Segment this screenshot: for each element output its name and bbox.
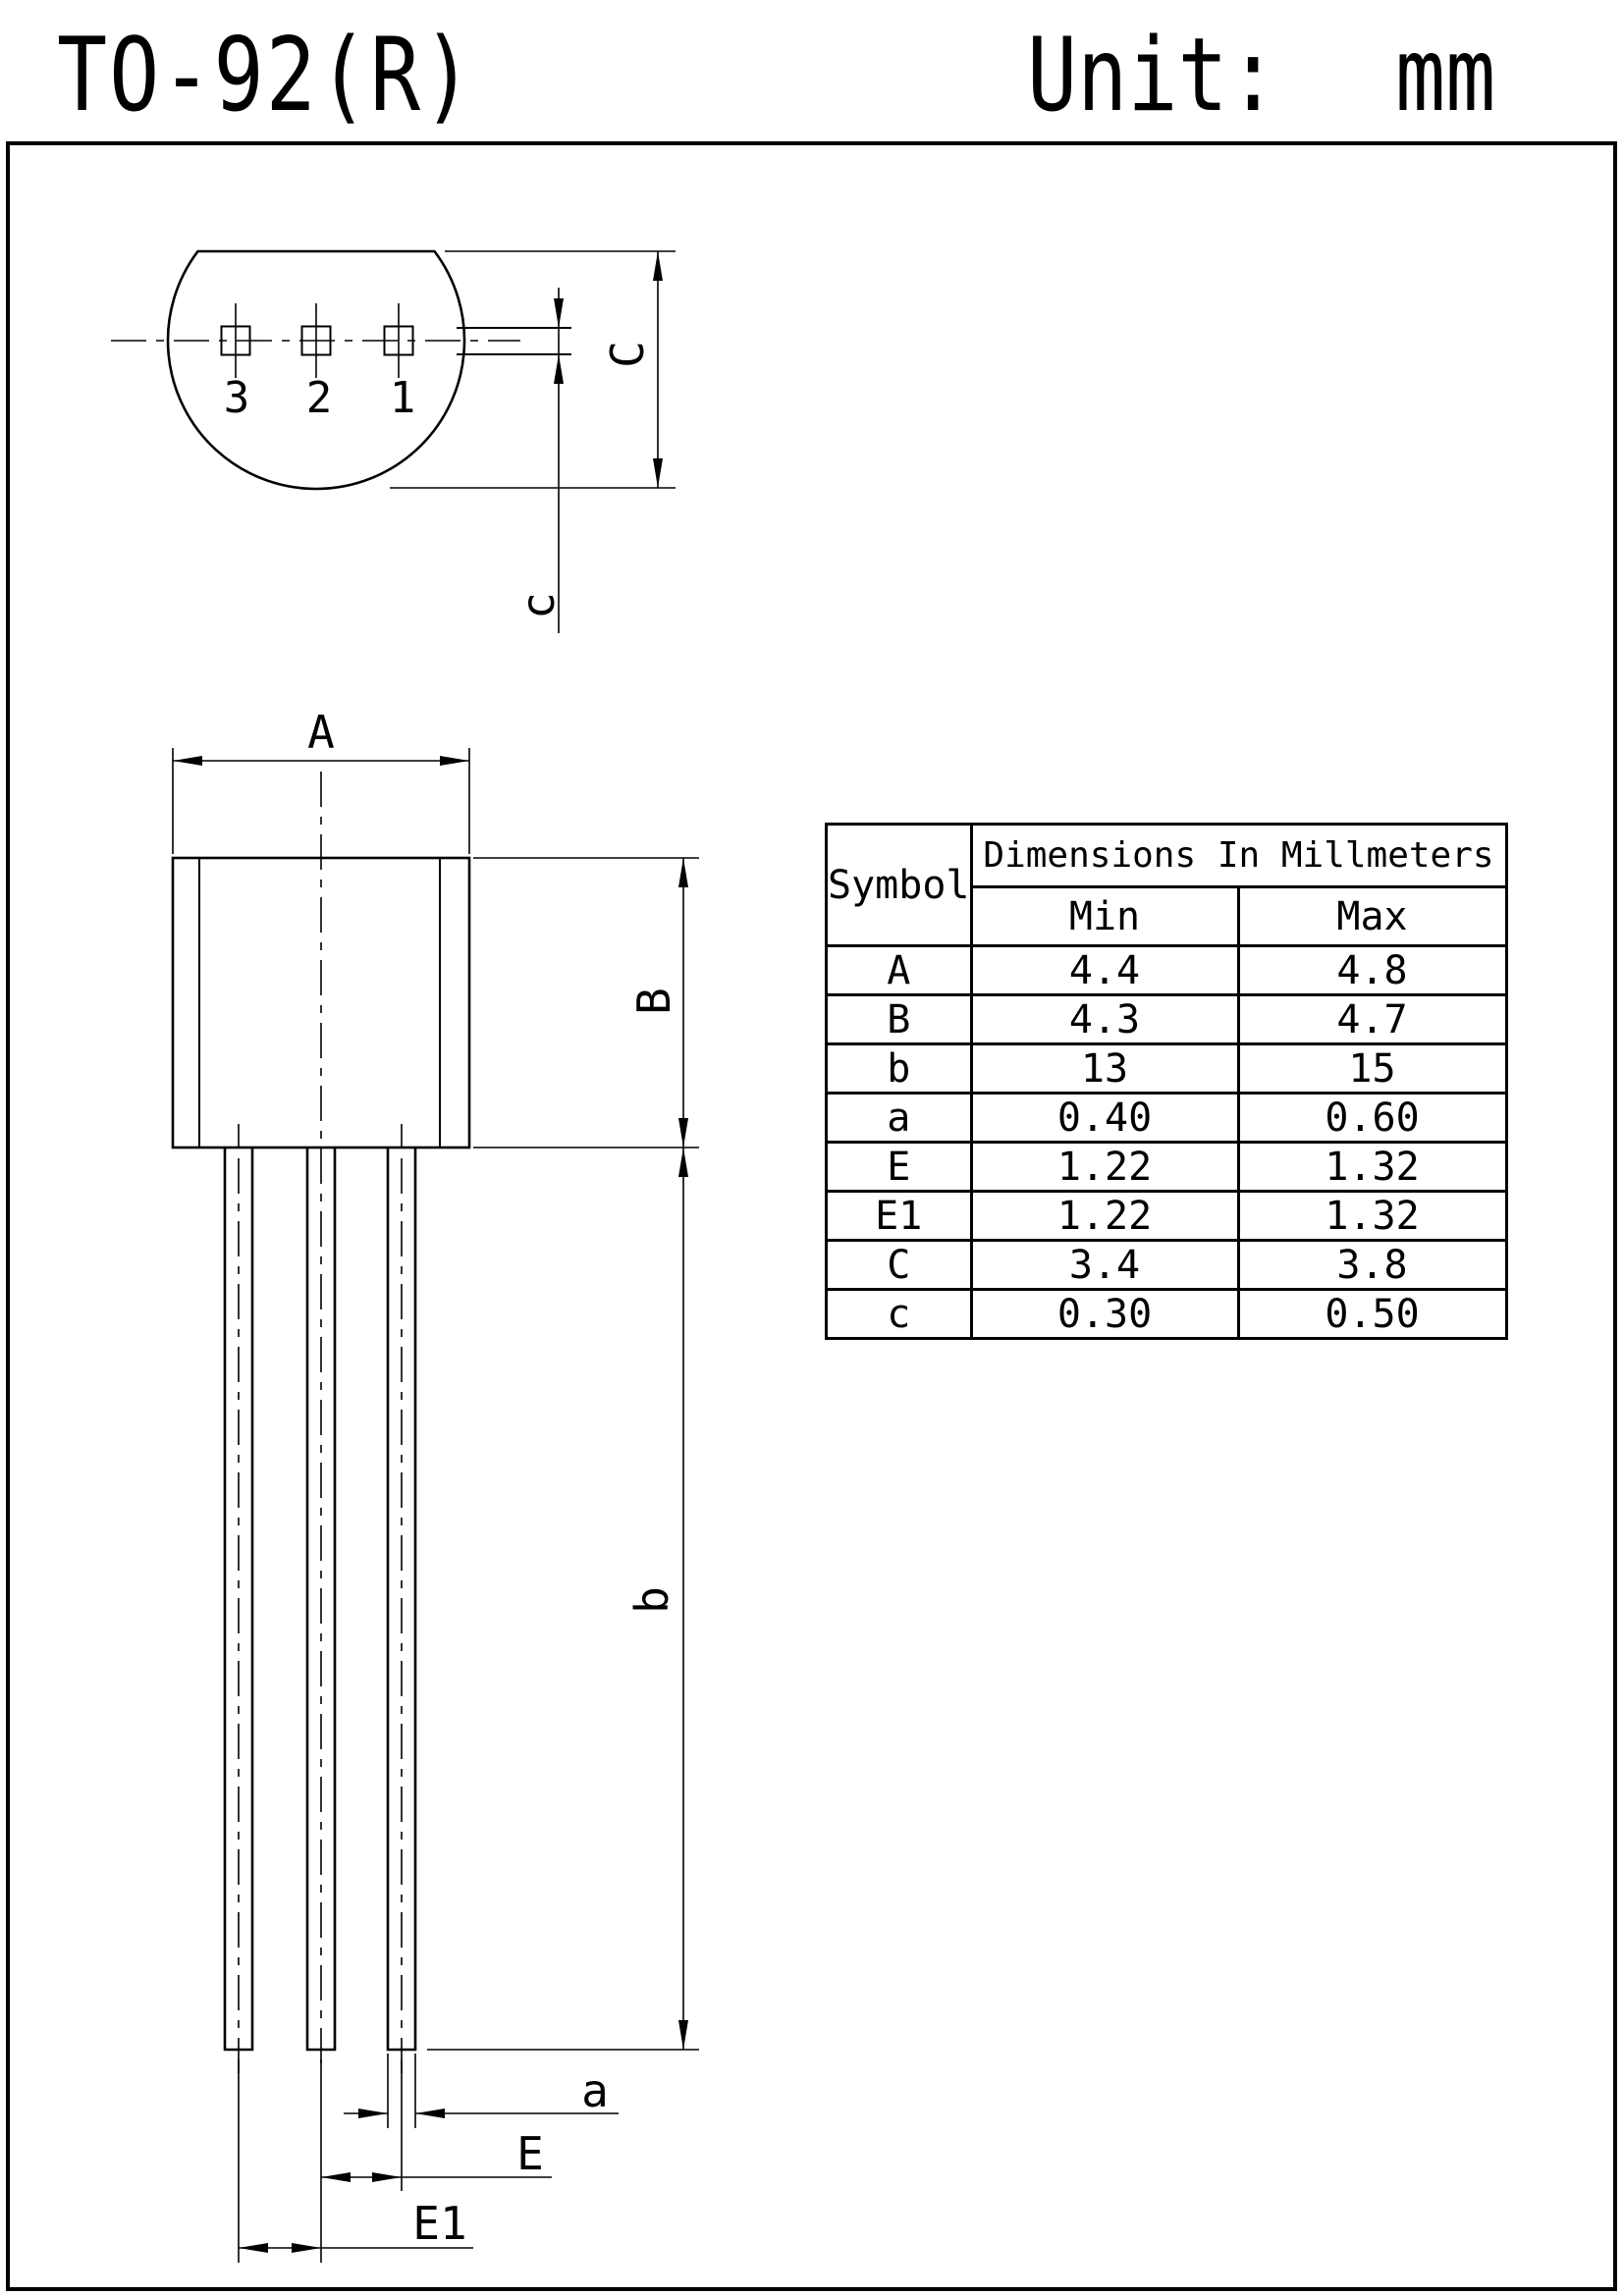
dim-label-b-small: b <box>625 1586 678 1614</box>
pin-2-label: 2 <box>305 373 333 423</box>
table-row <box>827 1094 1507 1143</box>
cell-symbol: E <box>827 1143 972 1192</box>
cell-max: 1.32 <box>1238 1192 1506 1241</box>
cell-max: 3.8 <box>1238 1241 1506 1290</box>
front-view <box>173 706 699 2263</box>
top-view <box>111 251 676 633</box>
cell-min: 13 <box>971 1044 1238 1094</box>
dim-label-e1: E1 <box>412 2197 467 2250</box>
table-header-min: Min <box>971 887 1238 946</box>
pin-1-label: 1 <box>389 373 416 423</box>
table-row <box>827 1044 1507 1094</box>
dim-label-e: E <box>516 2127 544 2180</box>
cell-symbol: B <box>827 995 972 1044</box>
dimension-e1 <box>239 2197 473 2253</box>
cell-max: 4.7 <box>1238 995 1506 1044</box>
page-title: TO-92(R) <box>57 17 475 135</box>
dim-label-a-big: A <box>307 706 335 759</box>
sheet-header <box>57 17 1495 134</box>
cell-min: 4.4 <box>971 946 1238 995</box>
dimension-b-small <box>427 1148 699 2050</box>
cell-min: 4.3 <box>971 995 1238 1044</box>
cell-min: 3.4 <box>971 1241 1238 1290</box>
cell-symbol: a <box>827 1094 972 1143</box>
table-row <box>827 946 1507 995</box>
dim-label-b-big: B <box>627 988 680 1015</box>
cell-symbol: A <box>827 946 972 995</box>
table-row <box>827 995 1507 1044</box>
cell-max: 0.60 <box>1238 1094 1506 1143</box>
table-header-max: Max <box>1238 887 1506 946</box>
cell-symbol: C <box>827 1241 972 1290</box>
cell-symbol: E1 <box>827 1192 972 1241</box>
cell-min: 0.40 <box>971 1094 1238 1143</box>
cell-min: 1.22 <box>971 1143 1238 1192</box>
dimensions-table <box>825 823 1508 1340</box>
cell-max: 1.32 <box>1238 1143 1506 1192</box>
table-row <box>827 1290 1507 1339</box>
unit-label: Unit: mm <box>1027 17 1496 135</box>
pin-3-label: 3 <box>223 373 250 423</box>
table-row <box>827 1143 1507 1192</box>
dimension-c-small <box>512 288 565 633</box>
dimension-e <box>321 2127 552 2182</box>
cell-min: 0.30 <box>971 1290 1238 1339</box>
dimension-c-big <box>390 251 676 488</box>
dim-label-c-small: c <box>512 592 565 619</box>
dim-label-a-small: a <box>581 2064 609 2117</box>
cell-max: 15 <box>1238 1044 1506 1094</box>
cell-max: 0.50 <box>1238 1290 1506 1339</box>
dimension-b-big <box>473 858 699 1148</box>
dimension-a-small <box>344 2064 619 2118</box>
cell-symbol: c <box>827 1290 972 1339</box>
table-row <box>827 1241 1507 1290</box>
table-header-symbol: Symbol <box>827 825 972 946</box>
dim-label-c-big: C <box>601 341 654 368</box>
cell-max: 4.8 <box>1238 946 1506 995</box>
table-row <box>827 1192 1507 1241</box>
cell-symbol: b <box>827 1044 972 1094</box>
cell-min: 1.22 <box>971 1192 1238 1241</box>
table-header-dimensions: Dimensions In Millmeters <box>971 825 1506 887</box>
